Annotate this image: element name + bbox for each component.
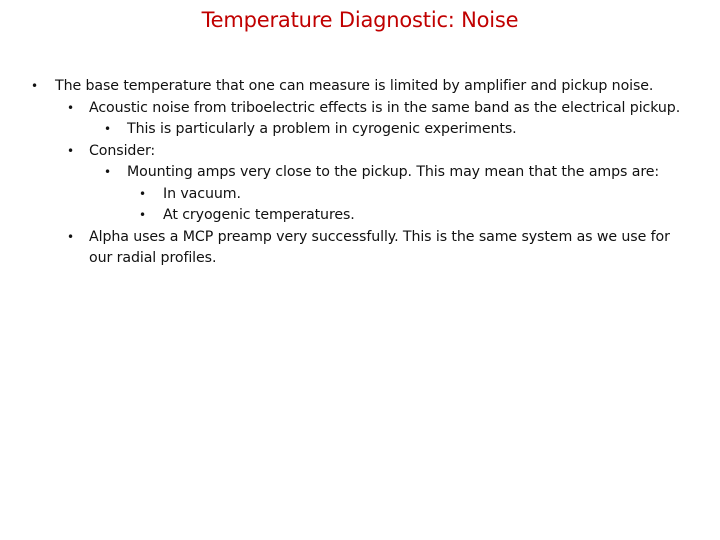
bullet-marker-icon: •: [67, 229, 74, 244]
bullet-text: The base temperature that one can measure is limited by amplifier and pickup noise.: [55, 78, 654, 94]
bullet-text: Consider:: [89, 142, 156, 159]
bullet-item: [0, 76, 695, 98]
bullet-item: [0, 119, 697, 141]
bullet-marker-icon: •: [31, 79, 38, 93]
slide-title: Temperature Diagnostic: Noise: [201, 8, 519, 32]
bullet-marker-icon: •: [104, 165, 111, 179]
bullet-item: [0, 162, 697, 184]
bullet-marker-icon: •: [104, 122, 111, 136]
bullet-list: [0, 76, 720, 270]
bullet-text: In vacuum.: [163, 185, 241, 202]
bullet-text: At cryogenic temperatures.: [163, 207, 355, 223]
bullet-text: Alpha uses a MCP preamp very successfully. This is the same system as we use for our radial profiles.: [89, 228, 670, 266]
bullet-item: [0, 141, 694, 163]
bullet-item: [0, 205, 703, 227]
bullet-text: Acoustic noise from triboelectric effects is in the same band as the electrical pickup.: [89, 99, 681, 116]
bullet-item: [0, 227, 694, 270]
bullet-item: [0, 98, 694, 120]
bullet-marker-icon: •: [139, 208, 146, 222]
bullet-item: [0, 184, 703, 206]
bullet-marker-icon: •: [67, 143, 74, 158]
bullet-text: This is particularly a problem in cyrogenic experiments.: [127, 121, 517, 137]
bullet-text: Mounting amps very close to the pickup. This may mean that the amps are:: [127, 164, 660, 180]
bullet-marker-icon: •: [67, 100, 74, 115]
bullet-marker-icon: •: [139, 186, 146, 201]
